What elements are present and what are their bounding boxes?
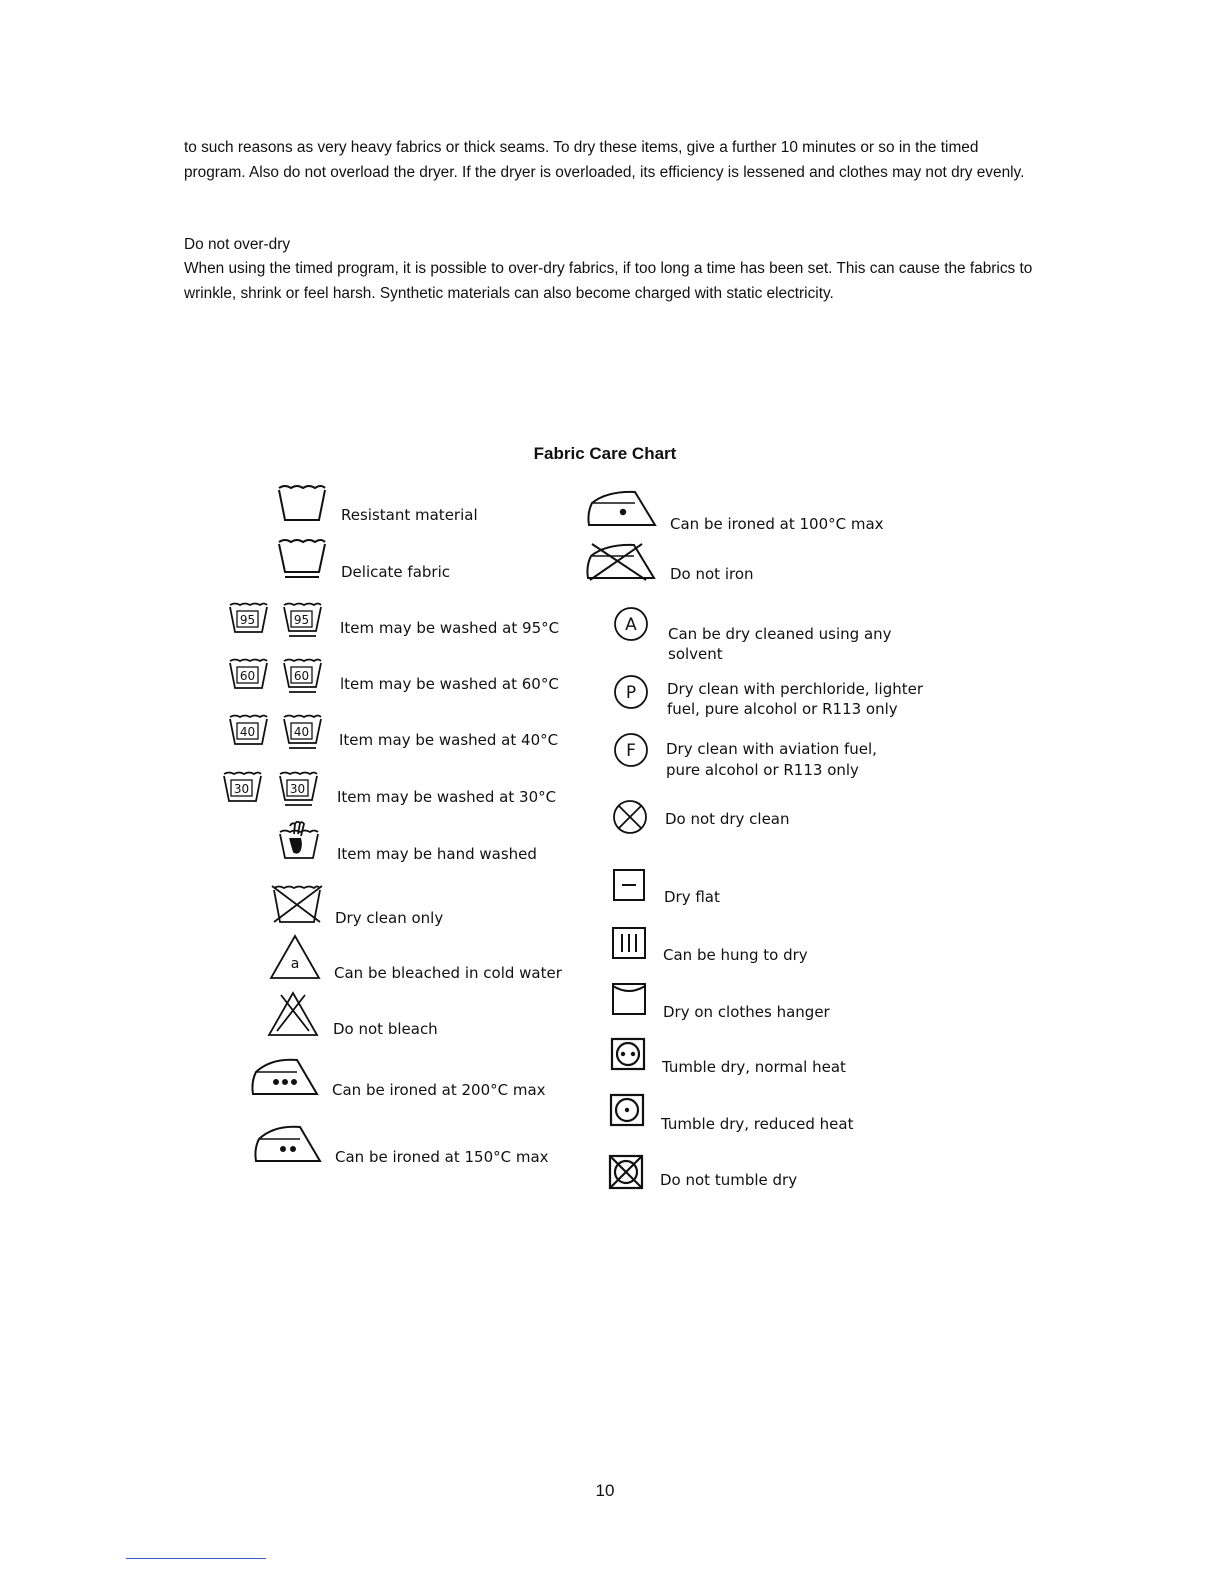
svg-text:A: A: [625, 615, 637, 635]
intro-paragraph-1: to such reasons as very heavy fabrics or thick seams. To dry these items, give a further 10 minutes or so in the timed program. Also do not overload the dryer. If the dryer is overloaded, its efficiency is lessened and clothes may not dry evenly.: [184, 139, 1025, 181]
care-label: Delicate fabric: [341, 563, 451, 581]
care-label-line2: solvent: [668, 645, 723, 663]
do-not-wash-icon: [270, 882, 324, 926]
line-dry-icon: [611, 982, 647, 1016]
dry-clean-p-icon: [613, 674, 649, 710]
wash-60-icon: [229, 658, 325, 694]
wash-40-icon: [229, 714, 325, 750]
iron-two-dots-icon: [254, 1123, 324, 1167]
care-label: Resistant material: [341, 506, 478, 524]
hand-wash-icon: [278, 820, 320, 864]
care-label: Dry clean with aviation fuel,: [666, 740, 877, 758]
svg-text:95: 95: [293, 613, 310, 627]
do-not-iron-icon: [586, 542, 658, 582]
care-label: Can be bleached in cold water: [334, 964, 562, 982]
care-label: Do not iron: [670, 565, 754, 583]
care-label: Can be hung to dry: [663, 946, 808, 964]
care-label: Dry flat: [664, 888, 720, 906]
care-label: Do not dry clean: [665, 810, 790, 828]
care-label: Item may be washed at 30°C: [337, 788, 557, 806]
care-label: Can be dry cleaned using any: [668, 625, 892, 643]
svg-text:a: a: [290, 956, 300, 972]
svg-text:40: 40: [293, 725, 310, 739]
care-label-line2: pure alcohol or R113 only: [666, 761, 859, 779]
wash-95-icon: [229, 602, 325, 638]
dry-clean-a-icon: [613, 606, 649, 642]
tumble-dry-normal-icon: [610, 1037, 646, 1071]
care-label-line2: fuel, pure alcohol or R113 only: [667, 700, 898, 718]
care-label: Dry on clothes hanger: [663, 1003, 830, 1021]
svg-text:60: 60: [293, 669, 310, 683]
footer-divider: [126, 1558, 266, 1559]
dry-clean-f-icon: [613, 732, 649, 768]
care-label: Tumble dry, normal heat: [662, 1058, 846, 1076]
do-not-dry-clean-icon: [612, 799, 648, 835]
svg-text:30: 30: [233, 782, 250, 796]
tumble-dry-low-icon: [609, 1093, 645, 1127]
care-label: Do not bleach: [333, 1020, 438, 1038]
page-number: 10: [595, 1481, 615, 1500]
bleach-triangle-icon: [269, 934, 321, 980]
intro-paragraph-2: When using the timed program, it is possible to over-dry fabrics, if too long a time has been set. This can cause the fabrics to wrinkle, shrink or feel harsh. Synthetic materials can also become charged with static electricity.: [184, 260, 1033, 302]
care-label: Can be ironed at 200°C max: [332, 1081, 546, 1099]
iron-three-dots-icon: [251, 1056, 321, 1100]
chart-title: Fabric Care Chart: [533, 444, 677, 463]
care-label: Dry clean with perchloride, lighter: [667, 680, 924, 698]
svg-text:P: P: [625, 683, 637, 703]
drip-dry-icon: [611, 926, 647, 960]
care-label: Can be ironed at 150°C max: [335, 1148, 549, 1166]
care-label: Do not tumble dry: [660, 1171, 798, 1189]
care-label: Item may be washed at 40°C: [339, 731, 559, 749]
svg-text:F: F: [626, 741, 636, 761]
svg-text:30: 30: [289, 782, 306, 796]
care-label: Dry clean only: [335, 909, 444, 927]
care-label: Can be ironed at 100°C max: [670, 515, 884, 533]
wash-tub-icon: [277, 484, 327, 524]
wash-30-icon: [223, 771, 323, 807]
care-label: Tumble dry, reduced heat: [661, 1115, 854, 1133]
do-not-bleach-icon: [267, 991, 319, 1037]
svg-text:60: 60: [239, 669, 256, 683]
dry-flat-icon: [612, 868, 646, 902]
do-not-tumble-dry-icon: [608, 1154, 644, 1190]
svg-text:95: 95: [239, 613, 256, 627]
care-label: Item may be washed at 95°C: [340, 619, 560, 637]
section-heading: Do not over-dry: [184, 236, 291, 253]
wash-tub-underlined-icon: [277, 538, 327, 580]
iron-one-dot-icon: [587, 489, 659, 529]
svg-text:40: 40: [239, 725, 256, 739]
care-label: Item may be hand washed: [337, 845, 537, 863]
care-label: ltem may be washed at 60°C: [340, 675, 559, 693]
